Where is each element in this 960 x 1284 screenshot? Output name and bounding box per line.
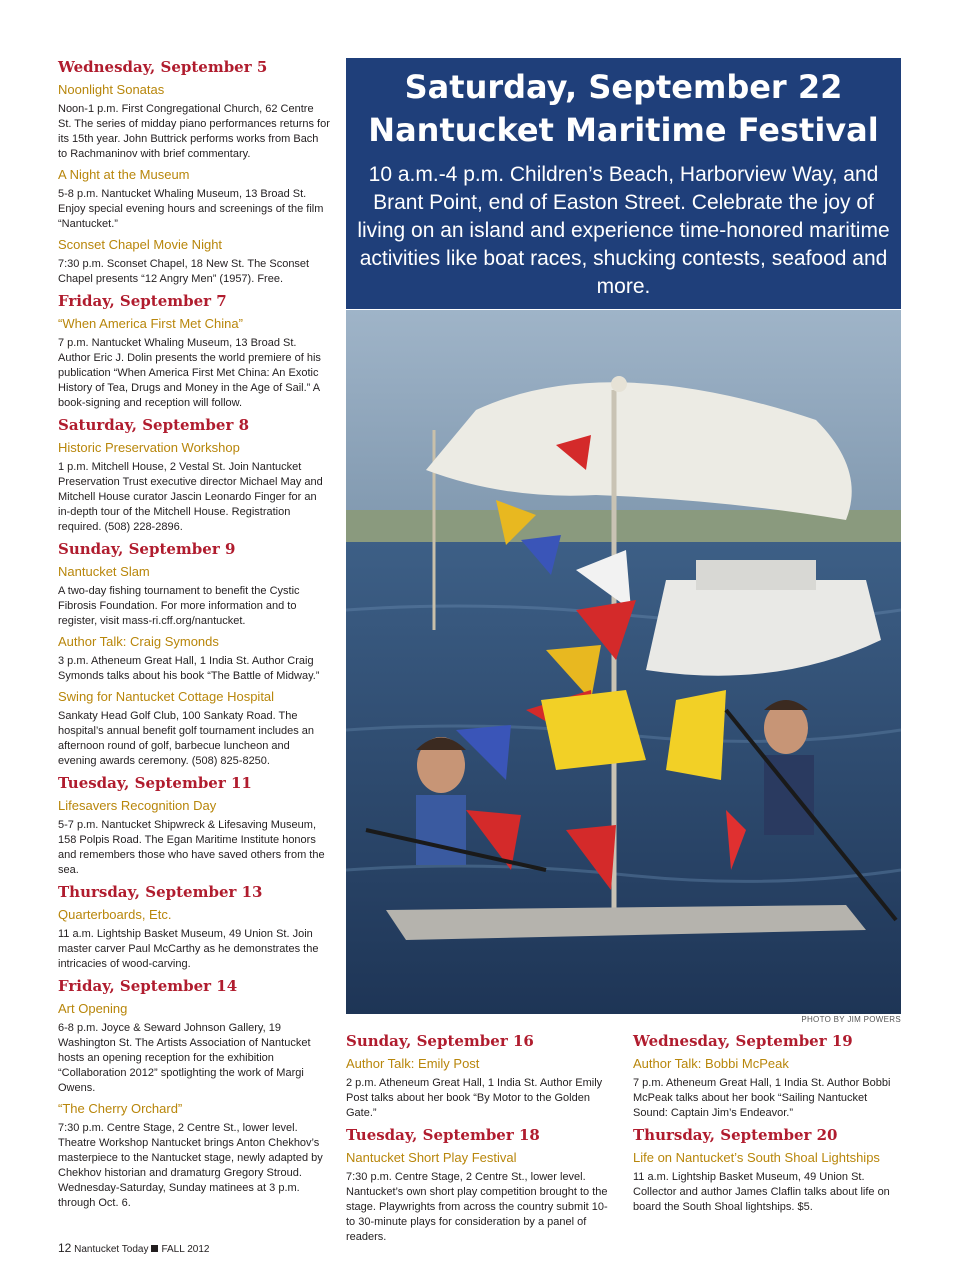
- day-heading: Tuesday, September 11: [58, 774, 252, 792]
- event-title: Art Opening: [58, 1001, 128, 1016]
- day-heading: Wednesday, September 5: [58, 58, 268, 76]
- festival-banner: [346, 58, 901, 309]
- publication-name: Nantucket Today: [74, 1244, 149, 1255]
- page-footer: [58, 1241, 209, 1255]
- event-description: 5-8 p.m. Nantucket Whaling Museum, 13 Broad St. Enjoy special evening hours and screenings of the film “Nantucket.”: [58, 188, 324, 230]
- banner-description: 10 a.m.-4 p.m. Children’s Beach, Harborview Way, and Brant Point, end of Easton Street. Celebrate the joy of living on an island and experience time-honored maritime activities like boat races, shucking contests, seafood and more.: [357, 163, 890, 298]
- day-heading: Sunday, September 9: [58, 540, 236, 558]
- event-description: 7 p.m. Nantucket Whaling Museum, 13 Broad St. Author Eric J. Dolin presents the world premiere of his publication “When America First Met China: An Exotic History of Tea, Drugs and Money in the Age of Sail.” A book-signing and reception will follow.: [58, 337, 321, 409]
- event-title: Noonlight Sonatas: [58, 82, 165, 97]
- event-title: Author Talk: Emily Post: [346, 1056, 480, 1071]
- banner-date: Saturday, September 22: [404, 68, 843, 106]
- right-column: [633, 1032, 901, 1220]
- event-title: Author Talk: Bobbi McPeak: [633, 1056, 789, 1071]
- event-title: Nantucket Slam: [58, 564, 150, 579]
- event-title: Swing for Nantucket Cottage Hospital: [58, 689, 275, 704]
- event-description: 2 p.m. Atheneum Great Hall, 1 India St. Author Emily Post talks about her book “By Motor to the Golden Gate.”: [346, 1077, 603, 1119]
- day-heading: Saturday, September 8: [58, 416, 250, 434]
- event-description: 5-7 p.m. Nantucket Shipwreck & Lifesaving Museum, 158 Polpis Road. The Egan Maritime Institute honors and remembers those who have saved others from the sea.: [58, 819, 325, 876]
- event-title: Nantucket Short Play Festival: [346, 1150, 517, 1165]
- event-description: 7:30 p.m. Centre Stage, 2 Centre St., lower level. Theatre Workshop Nantucket brings Anton Chekhov’s masterpiece to the Nantucket stage, newly adapted by Chekhov historian and dramaturg Gregory Stroud. Wednesday-Saturday, Sunday matinees at 3 p.m. through Oct. 6.: [58, 1122, 323, 1209]
- event-title: Life on Nantucket’s South Shoal Lightships: [633, 1150, 880, 1165]
- event-description: A two-day fishing tournament to benefit the Cystic Fibrosis Foundation. For more information and to register, visit mass-ri.cff.org/nantucket.: [58, 585, 300, 627]
- event-description: Sankaty Head Golf Club, 100 Sankaty Road. The hospital’s annual benefit golf tournament includes an afternoon round of golf, barbecue luncheon and evening awards ceremony. (508) 825-8250.: [58, 710, 315, 767]
- event-title: Lifesavers Recognition Day: [58, 798, 217, 813]
- middle-column: [346, 1032, 608, 1250]
- day-heading: Friday, September 14: [58, 977, 238, 995]
- page-number: 12: [58, 1241, 72, 1255]
- event-description: 1 p.m. Mitchell House, 2 Vestal St. Join Nantucket Preservation Trust executive director Michael May and Mitchell House curator Jascin Leonardo Finger for an in-depth tour of the Mitchell House. Registration required. (508) 228-2896.: [58, 461, 323, 533]
- kayak-race-illustration: [346, 310, 901, 1014]
- event-title: A Night at the Museum: [58, 167, 190, 182]
- photo-credit: PHOTO BY JIM POWERS: [801, 1015, 901, 1024]
- event-title: Author Talk: Craig Symonds: [58, 634, 219, 649]
- banner-festival-name: Nantucket Maritime Festival: [368, 111, 879, 149]
- event-description: 7 p.m. Atheneum Great Hall, 1 India St. Author Bobbi McPeak talks about her book “Sailing Nantucket Sound: Captain Jim’s Endeavor.”: [633, 1077, 891, 1119]
- event-description: 7:30 p.m. Sconset Chapel, 18 New St. The Sconset Chapel presents “12 Angry Men” (1957). Free.: [58, 258, 310, 285]
- day-heading: Friday, September 7: [58, 292, 227, 310]
- day-heading: Thursday, September 20: [633, 1126, 838, 1144]
- event-description: Noon-1 p.m. First Congregational Church, 62 Centre St. The series of midday piano performances returns for its 15th year. John Buttrick performs works from Bach to Rachmaninov with brief commentary.: [58, 103, 330, 160]
- left-column: [58, 58, 330, 1216]
- day-heading: Thursday, September 13: [58, 883, 263, 901]
- day-heading: Tuesday, September 18: [346, 1126, 540, 1144]
- event-description: 11 a.m. Lightship Basket Museum, 49 Union St. Collector and author James Claflin talks about life on board the South Shoal lightships. $5.: [633, 1171, 890, 1213]
- event-description: 6-8 p.m. Joyce & Seward Johnson Gallery, 19 Washington St. The Artists Association of Nantucket hosts an opening reception for the exhibition “Collaboration 2012” spotlighting the work of Margi Owens.: [58, 1022, 311, 1094]
- event-title: “The Cherry Orchard”: [58, 1101, 183, 1116]
- issue-label: FALL 2012: [161, 1244, 210, 1255]
- day-heading: Wednesday, September 19: [633, 1032, 853, 1050]
- festival-photo: [346, 310, 901, 1014]
- event-title: Quarterboards, Etc.: [58, 907, 172, 922]
- day-heading: Sunday, September 16: [346, 1032, 534, 1050]
- event-description: 11 a.m. Lightship Basket Museum, 49 Union St. Join master carver Paul McCarthy as he demonstrates the intricacies of wood-carving.: [58, 928, 319, 970]
- event-title: Historic Preservation Workshop: [58, 440, 240, 455]
- event-description: 7:30 p.m. Centre Stage, 2 Centre St., lower level. Nantucket’s own short play competition brought to the stage. Playwrights from across the country submit 10- to 30-minute plays for consideration by a panel of readers.: [346, 1171, 608, 1243]
- event-description: 3 p.m. Atheneum Great Hall, 1 India St. Author Craig Symonds talks about his book “The Battle of Midway.”: [58, 655, 320, 682]
- event-title: Sconset Chapel Movie Night: [58, 237, 223, 252]
- event-title: “When America First Met China”: [58, 316, 243, 331]
- separator-square-icon: [151, 1245, 158, 1252]
